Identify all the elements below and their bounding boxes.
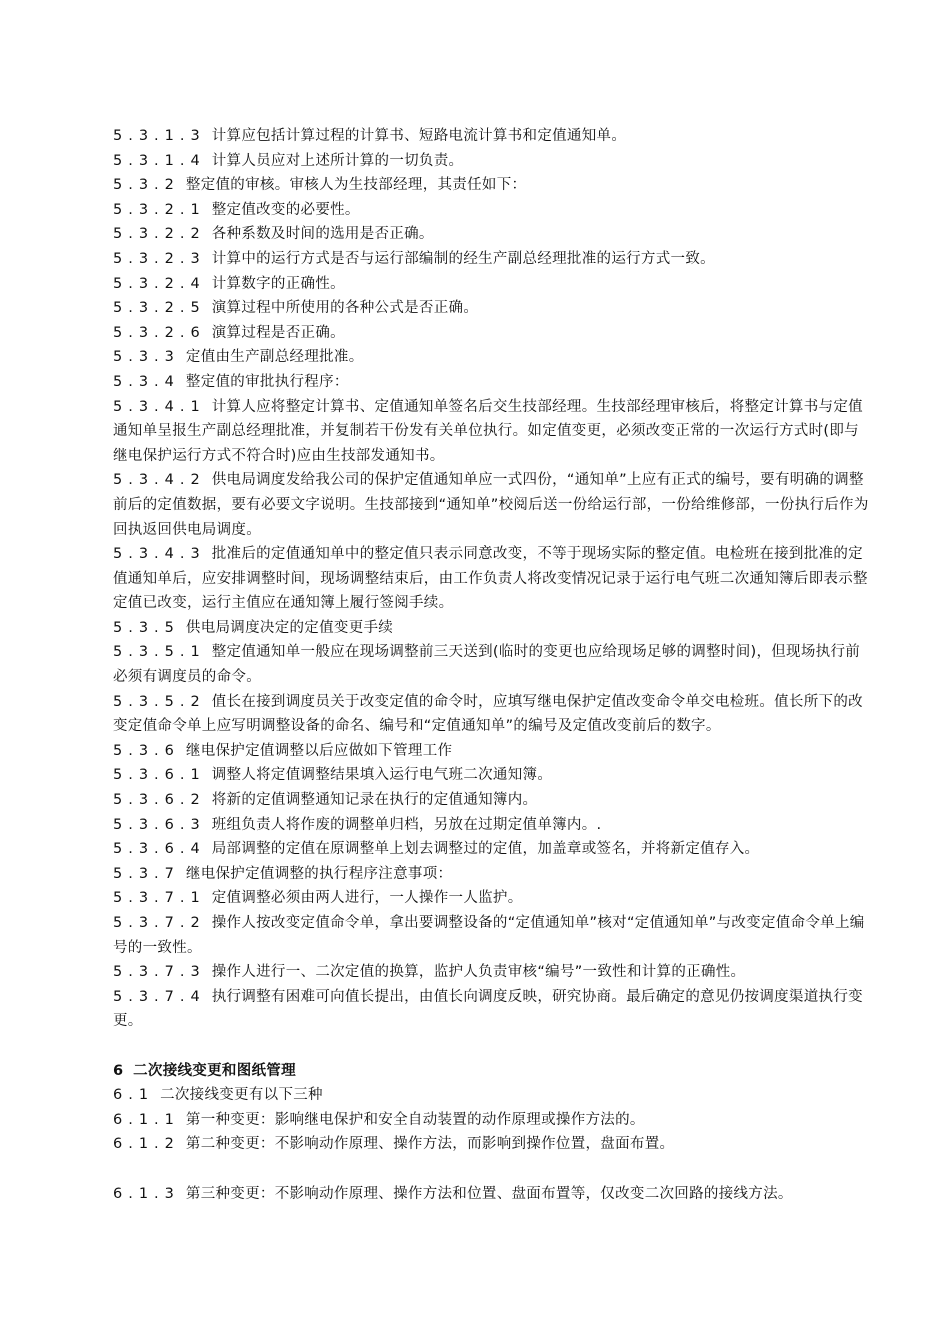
clause-paragraph [113, 1182, 873, 1207]
clause-text: 整定值的审批执行程序： [185, 373, 349, 390]
clause-text: 计算人员应对上述所计算的一切负责。 [211, 152, 464, 169]
clause-number: 5.3.5.1 [113, 644, 206, 661]
clause-text: 整定值改变的必要性。 [211, 201, 360, 218]
clause-paragraph [113, 862, 873, 887]
clause-text: 将新的定值调整通知记录在执行的定值通知簿内。 [211, 792, 538, 809]
clause-paragraph [113, 542, 873, 616]
clause-paragraph [113, 640, 873, 689]
clause-text: 整定值的审核。审核人为生技部经理，其责任如下： [185, 177, 527, 194]
blank-line [113, 1034, 873, 1059]
clause-text: 第三种变更：不影响动作原理、操作方法和位置、盘面布置等，仅改变二次回路的接线方法。 [185, 1185, 793, 1202]
clause-number: 5.3.7.4 [113, 988, 206, 1005]
clause-paragraph [113, 395, 873, 469]
clause-number: 5.3.2.4 [113, 275, 206, 292]
clause-paragraph [113, 468, 873, 542]
clause-number: 5.3.4.2 [113, 472, 206, 489]
clause-paragraph [113, 739, 873, 764]
clause-text: 定值调整必须由两人进行，一人操作一人监护。 [211, 890, 523, 907]
clause-number: 5.3.7.3 [113, 964, 206, 981]
clause-text: 各种系数及时间的选用是否正确。 [211, 226, 434, 243]
clause-paragraph [113, 960, 873, 985]
clause-number: 6.1.1 [113, 1111, 180, 1128]
clause-paragraph [113, 911, 873, 960]
clause-number: 5.3.2.6 [113, 324, 206, 341]
clause-number: 5.3.1.4 [113, 152, 206, 169]
clause-number: 5.3.2.5 [113, 300, 206, 317]
clause-text: 计算中的运行方式是否与运行部编制的经生产副总经理批准的运行方式一致。 [211, 250, 715, 267]
clause-paragraph [113, 788, 873, 813]
clause-number: 5.3.1.3 [113, 128, 206, 144]
clause-text: 执行调整有困难可向值长提出，由值长向调度反映，研究协商。最后确定的意见仍按调度渠道执行变更。 [113, 988, 863, 1030]
clause-text: 供电局调度发给我公司的保护定值通知单应一式四份，“通知单”上应有正式的编号，要有明确的调整前后的定值数据，要有必要文字说明。生技部接到“通知单”校阅后送一份给运行部，一份给维修部，一份执行后作为回执返回供电局调度。 [113, 472, 869, 538]
clause-number: 5.3.6.4 [113, 841, 206, 858]
clause-paragraph [113, 837, 873, 862]
clause-paragraph [113, 124, 873, 149]
clause-paragraph [113, 321, 873, 346]
clause-paragraph [113, 813, 873, 838]
clause-number: 5.3.6.1 [113, 767, 206, 784]
clause-number: 5.3.3 [113, 349, 180, 366]
clause-paragraph [113, 1132, 873, 1157]
clause-number: 5.3.7.2 [113, 915, 206, 931]
clause-paragraph [113, 272, 873, 297]
clause-number: 6.1 [113, 1087, 155, 1104]
clause-text: 值长在接到调度员关于改变定值的命令时，应填写继电保护定值改变命令单交电检班。值长所下的改变定值命令单上应写明调整设备的命名、编号和“定值通知单”的编号及定值改变前后的数字。 [113, 693, 863, 735]
clause-text: 调整人将定值调整结果填入运行电气班二次通知簿。 [211, 767, 553, 784]
clause-text: 第一种变更：影响继电保护和安全自动装置的动作原理或操作方法的。 [185, 1111, 645, 1128]
clause-text: 班组负责人将作废的调整单归档，另放在过期定值单簿内。. [211, 816, 602, 833]
clause-number: 6 [113, 1062, 124, 1079]
clause-text: 供电局调度决定的定值变更手续 [185, 619, 394, 636]
clause-number: 5.3.7 [113, 865, 180, 882]
clause-text: 操作人按改变定值命令单，拿出要调整设备的“定值通知单”核对“定值通知单”与改变定值命令单上编号的一致性。 [113, 915, 865, 956]
clause-number: 5.3.5 [113, 619, 180, 636]
clause-number: 5.3.7.1 [113, 890, 206, 907]
clause-text: 二次接线变更和图纸管理 [133, 1062, 296, 1079]
clause-paragraph [113, 985, 873, 1034]
clause-paragraph [113, 345, 873, 370]
clause-number: 5.3.6.3 [113, 816, 206, 833]
clause-paragraph [113, 763, 873, 788]
clause-text: 定值由生产副总经理批准。 [185, 349, 364, 366]
clause-number: 6.1.3 [113, 1185, 180, 1202]
clause-paragraph [113, 222, 873, 247]
clause-text: 整定值通知单一般应在现场调整前三天送到(临时的变更也应给现场足够的调整时间)，但现场执行前必须有调度员的命令。 [113, 644, 861, 686]
clause-text: 演算过程中所使用的各种公式是否正确。 [211, 300, 479, 317]
clause-number: 5.3.4.1 [113, 398, 206, 415]
blank-line [113, 1157, 873, 1182]
clause-text: 继电保护定值调整的执行程序注意事项： [185, 865, 453, 882]
clause-paragraph [113, 173, 873, 198]
clause-paragraph [113, 1083, 873, 1108]
clause-paragraph [113, 247, 873, 272]
clause-number: 5.3.6.2 [113, 792, 206, 809]
clause-number: 5.3.2 [113, 177, 180, 194]
clause-number: 5.3.4.3 [113, 546, 206, 563]
clause-number: 5.3.2.2 [113, 226, 206, 243]
clause-number: 5.3.2.1 [113, 201, 206, 218]
clause-number: 6.1.2 [113, 1136, 180, 1153]
clause-text: 演算过程是否正确。 [211, 324, 345, 341]
clause-number: 5.3.4 [113, 373, 180, 390]
clause-paragraph [113, 370, 873, 395]
clause-paragraph [113, 1108, 873, 1133]
clause-paragraph [113, 616, 873, 641]
clause-paragraph [113, 149, 873, 174]
clause-text: 二次接线变更有以下三种 [160, 1087, 323, 1104]
clause-text: 计算应包括计算过程的计算书、短路电流计算书和定值通知单。 [211, 128, 627, 144]
clause-number: 5.3.2.3 [113, 250, 206, 267]
clause-number: 5.3.5.2 [113, 693, 206, 710]
clause-text: 计算数字的正确性。 [211, 275, 345, 292]
clause-paragraph [113, 198, 873, 223]
clause-text: 计算人应将整定计算书、定值通知单签名后交生技部经理。生技部经理审核后，将整定计算书与定值通知单呈报生产副总经理批准，并复制若干份发有关单位执行。如定值变更，必须改变正常的一次运行方式时(即与继电保护运行方式不符合时)应由生技部发通知书。 [113, 398, 863, 464]
clause-text: 操作人进行一、二次定值的换算，监护人负责审核“编号”一致性和计算的正确性。 [211, 964, 746, 981]
document-body [113, 124, 873, 1206]
clause-paragraph [113, 886, 873, 911]
clause-text: 局部调整的定值在原调整单上划去调整过的定值，加盖章或签名，并将新定值存入。 [211, 841, 760, 858]
clause-paragraph [113, 690, 873, 739]
clause-number: 5.3.6 [113, 742, 180, 759]
clause-text: 继电保护定值调整以后应做如下管理工作 [185, 742, 453, 759]
clause-text: 批准后的定值通知单中的整定值只表示同意改变，不等于现场实际的整定值。电检班在接到批准的定值通知单后，应安排调整时间，现场调整结束后，由工作负责人将改变情况记录于运行电气班二次通知簿后即表示整定值已改变，运行主值应在通知簿上履行签阅手续。 [113, 546, 868, 612]
section-heading [113, 1059, 873, 1084]
clause-paragraph [113, 296, 873, 321]
clause-text: 第二种变更：不影响动作原理、操作方法，而影响到操作位置，盘面布置。 [185, 1136, 675, 1153]
